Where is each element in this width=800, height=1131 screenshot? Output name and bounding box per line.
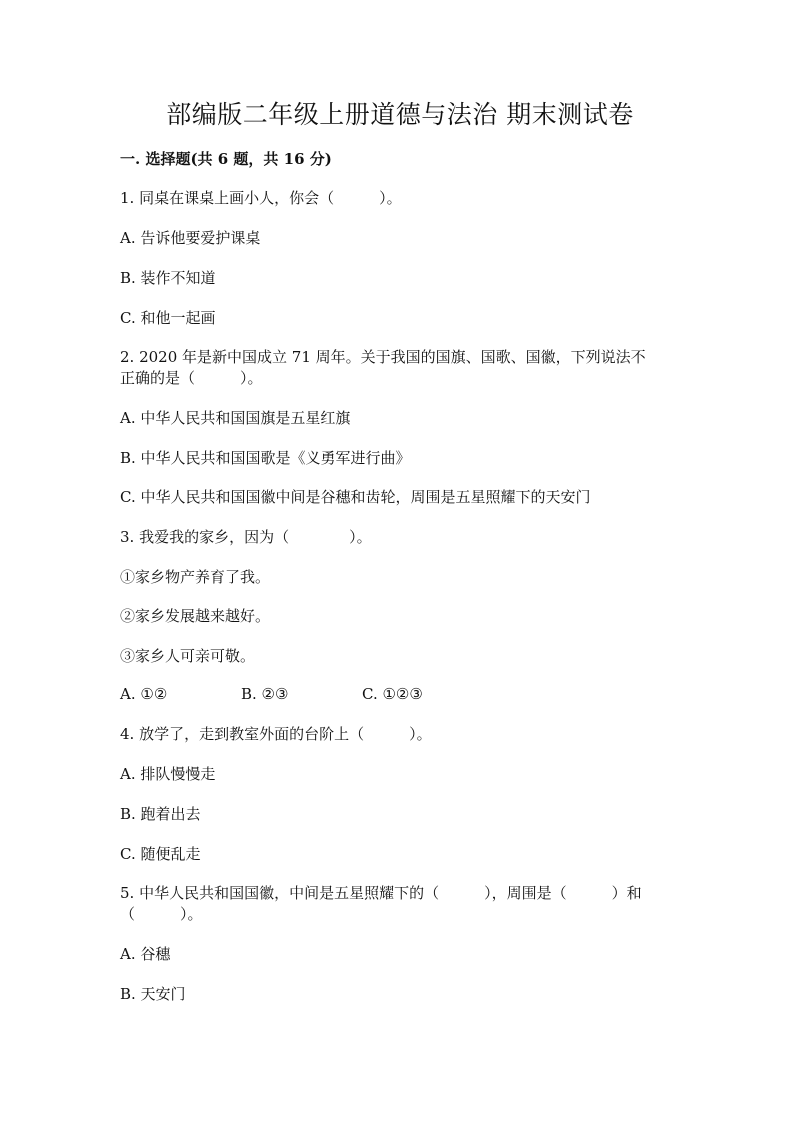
question-5-stem-line-2: （ ）。 — [120, 905, 203, 923]
question-3-statement-1: ①家乡物产养育了我。 — [120, 568, 271, 586]
page-title: 部编版二年级上册道德与法治 期末测试卷 — [166, 100, 634, 129]
question-5-option-a: A. 谷穗 — [120, 945, 171, 963]
question-2-option-a: A. 中华人民共和国国旗是五星红旗 — [120, 409, 351, 427]
question-2-option-b: B. 中华人民共和国国歌是《义勇军进行曲》 — [120, 449, 411, 467]
section-heading: 一. 选择题(共 6 题，共 16 分) — [120, 150, 332, 168]
question-2-stem-line-1: 2. 2020 年是新中国成立 71 周年。关于我国的国旗、国歌、国徽，下列说法不 — [120, 348, 646, 366]
question-1-option-a: A. 告诉他要爱护课桌 — [120, 229, 261, 247]
question-4-option-c: C. 随便乱走 — [120, 845, 201, 863]
question-5-option-b: B. 天安门 — [120, 985, 186, 1003]
question-5-stem-line-1: 5. 中华人民共和国国徽，中间是五星照耀下的（ ），周围是（ ）和 — [120, 884, 642, 902]
question-4-option-a: A. 排队慢慢走 — [120, 765, 216, 783]
question-3-options — [120, 684, 423, 704]
question-2-stem-line-2: 正确的是（ ）。 — [120, 369, 263, 387]
question-3-statement-2: ②家乡发展越来越好。 — [120, 607, 271, 625]
question-4-option-b: B. 跑着出去 — [120, 805, 201, 823]
question-4-stem: 4. 放学了，走到教室外面的台阶上（ ）。 — [120, 725, 432, 743]
question-1-stem: 1. 同桌在课桌上画小人，你会（ ）。 — [120, 189, 402, 207]
question-1-option-c: C. 和他一起画 — [120, 309, 216, 327]
question-3-option-c: C. ①②③ — [362, 685, 423, 703]
question-3-stem: 3. 我爱我的家乡，因为（ ）。 — [120, 528, 372, 546]
question-3-option-b: B. ②③ — [241, 685, 289, 703]
question-1-option-b: B. 装作不知道 — [120, 269, 216, 287]
question-3-statement-3: ③家乡人可亲可敬。 — [120, 647, 256, 665]
question-3-option-a: A. ①② — [120, 685, 168, 703]
question-2-option-c: C. 中华人民共和国国徽中间是谷穗和齿轮，周围是五星照耀下的天安门 — [120, 488, 591, 506]
